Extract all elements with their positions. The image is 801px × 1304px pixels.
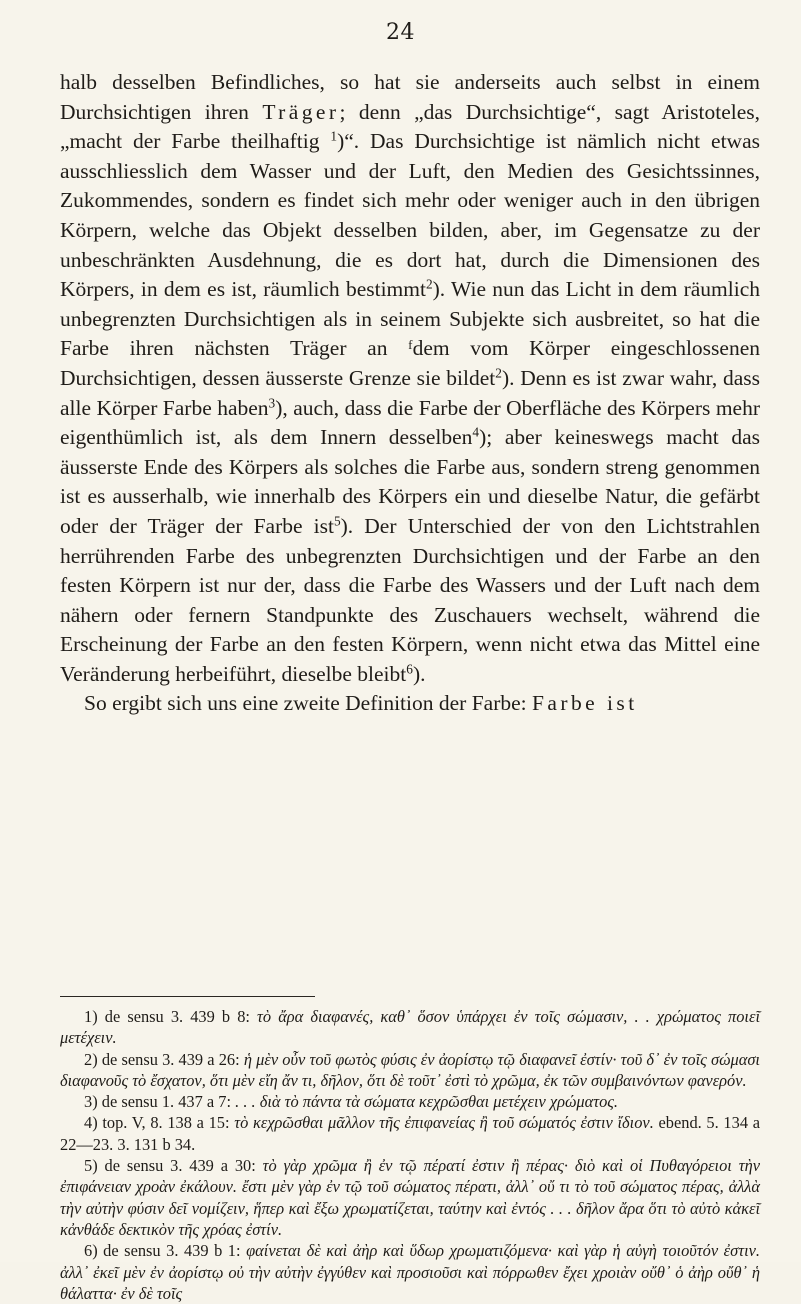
text-run: ). Wie nun das Licht in dem räumlich unbegrenzten Durchsichtigen als in seinem Subjekte sich ausbreitet, so hat die Farbe ihren nächsten Träger an ᶠdem vom Körper eingeschlossenen Durchsichtigen, dessen äusserste Grenze sie bildet (60, 277, 760, 390)
footnote-2 (60, 1049, 760, 1092)
footnote-greek-quote: τὸ ἄρα διαφανές, καθ᾽ ὅσον ὑπάρχει ἐν τοῖς σώμασιν, . . χρώματος ποιεῖ μετέχειν. (60, 1007, 760, 1048)
footnote-number: 2) (84, 1049, 98, 1069)
footnote-greek-quote: φαίνεται δὲ καὶ ἀὴρ καὶ ὕδωρ χρωματιζόμενα· καὶ γὰρ ἡ αὐγὴ τοιοῦτόν ἐστιν. ἀλλ᾽ ἐκεῖ μὲν ἐν ἀορίστῳ οὐ τὴν αὐτὴν ἐγγύθεν καὶ προσιοῦσι καὶ πόρρωθεν ἔχει χροιὰν οὔθ᾽ ὁ ἀὴρ οὔθ᾽ ἡ θάλαττα· ἐν δὲ τοῖς (60, 1241, 761, 1303)
footnote-number: 4) (84, 1113, 98, 1133)
text-run: So ergibt sich uns eine zweite Definition der Farbe: (84, 691, 533, 716)
footnote-5 (60, 1155, 760, 1240)
footnote-greek-quote: τὸ γὰρ χρῶμα ἢ ἐν τῷ πέρατί ἐστιν ἢ πέρας· διὸ καὶ οἱ Πυθαγόρειοι τὴν ἐπιφάνειαν χροὰν ἐκάλουν. ἔστι μὲν γὰρ ἐν τῷ τοῦ σώματος πέρατι, ἀλλ᾽ οὔ τι τὸ τοῦ σώματος πέρας, ἀλλὰ τὴν αὐτὴν φύσιν δεῖ νομίζειν, ἥπερ καὶ ἔξω χρωματίζεται, ταύτην καὶ ἐντός . . . δῆλον ἄρα ὅτι τὸ αὐτὸ κἀκεῖ κἀνθάδε δεκτικὸν τῆς χρόας ἐστίν. (60, 1156, 760, 1239)
text-run: ). Der Unterschied der von den Lichtstrahlen herrührenden Farbe des unbegrenzten Durchsichtigen und der Farbe an den festen Körpern ist nur der, dass die Farbe des Wassers und der Luft nach dem nähern oder fernern Standpunkte des Zuschauers wechselt, während die Erscheinung der Farbe an den festen Körpern, wenn nicht etwa das Mittel eine Veränderung herbeiführt, dieselbe bleibt (60, 513, 760, 686)
footnote-ref-2: 2 (425, 276, 433, 292)
footnote-ref-3: 3 (268, 395, 276, 411)
footnote-ref-4: 4 (472, 424, 480, 440)
text-run: ). Denn es ist zwar wahr, dass alle Körper Farbe haben (60, 365, 760, 420)
footnote-3 (60, 1091, 760, 1112)
text-run: halb desselben Befindliches, so hat sie anderseits auch selbst in einem Durchsichtigen ihren (60, 70, 760, 124)
footnote-ref-1: 1 (330, 128, 338, 144)
footnote-divider (60, 996, 315, 997)
text-run: ). (412, 661, 426, 686)
text-run: ), auch, dass die Farbe der Oberfläche des Körpers mehr eigenthümlich ist, als dem Innern desselben (60, 395, 760, 450)
paragraph-1 (60, 68, 760, 689)
footnote-4 (60, 1112, 760, 1155)
footnote-greek-quote: . . . διὰ τὸ πάντα τὰ σώματα κεχρῶσθαι μετέχειν χρώματος. (235, 1092, 619, 1112)
main-text (60, 68, 760, 719)
footnote-greek-quote: ἡ μὲν οὖν τοῦ φωτὸς φύσις ἐν ἀορίστῳ τῷ διαφανεῖ ἐστίν· τοῦ δ᾽ ἐν τοῖς σώμασι διαφανοῦς τὸ ἔσχατον, ὅτι μὲν εἴη ἄν τι, δῆλον, ὅτι δὲ τοῦτ᾽ ἐστὶ τὸ χρῶμα, ἐκ τῶν συμβαινόντων φανερόν. (60, 1049, 760, 1090)
emphasis-traeger: Träger (262, 99, 340, 124)
footnote-citation: de sensu 3. 439 b 1: (97, 1241, 247, 1261)
text-run: ; denn „das Durchsichtige“, sagt Aristoteles, „macht der Farbe theilhaftig (60, 99, 760, 154)
footnote-citation: de sensu 3. 439 b 8: (97, 1007, 258, 1026)
footnote-1 (60, 1006, 760, 1049)
page-number: 24 (386, 20, 415, 45)
footnote-number: 3) (84, 1092, 98, 1112)
text-run: )“. Das Durchsichtige ist nämlich nicht etwas ausschliesslich dem Wasser und der Luft, den Medien des Gesichtssinnes, Zukommendes, sondern es findet sich mehr oder weniger auch in den übrigen Körpern, welche das Objekt desselben bilden, aber, im Gegensatze zu der unbeschränkten Ausdehnung, die es dort hat, durch die Dimensionen des Körpers, in dem es ist, räumlich bestimmt (60, 129, 760, 302)
footnote-number: 6) (84, 1241, 98, 1261)
footnote-citation: top. V, 8. 138 a 15: (97, 1113, 235, 1133)
footnote-number: 5) (84, 1156, 98, 1176)
footnote-citation: de sensu 1. 437 a 7: (97, 1092, 236, 1112)
footnote-citation: de sensu 3. 439 a 26: (97, 1049, 244, 1069)
text-run: ); aber keineswegs macht das äusserste Ende des Körpers als solches die Farbe aus, sondern streng genommen ist es ausserhalb, wie innerhalb des Körpers ein und dieselbe Natur, die gefärbt oder der Träger der Farbe ist (60, 425, 761, 538)
footnote-number: 1) (84, 1007, 98, 1026)
footnotes (60, 1006, 760, 1304)
paragraph-2 (60, 689, 760, 719)
footnote-ref-6: 6 (406, 661, 413, 677)
footnote-6 (60, 1240, 760, 1304)
footnote-greek-quote: τὸ κεχρῶσθαι μᾶλλον τῆς ἐπιφανείας ἢ τοῦ σώματός ἐστιν ἴδιον. (234, 1113, 654, 1133)
footnote-ref-5: 5 (333, 513, 341, 529)
footnote-citation: de sensu 3. 439 a 30: (97, 1156, 263, 1176)
emphasis-farbe-ist: Farbe ist (532, 691, 638, 716)
footnote-citation-tail: ebend. 5. 134 a 22—23. 3. 131 b 34. (60, 1113, 760, 1154)
footnote-ref-2: 2 (495, 365, 502, 381)
